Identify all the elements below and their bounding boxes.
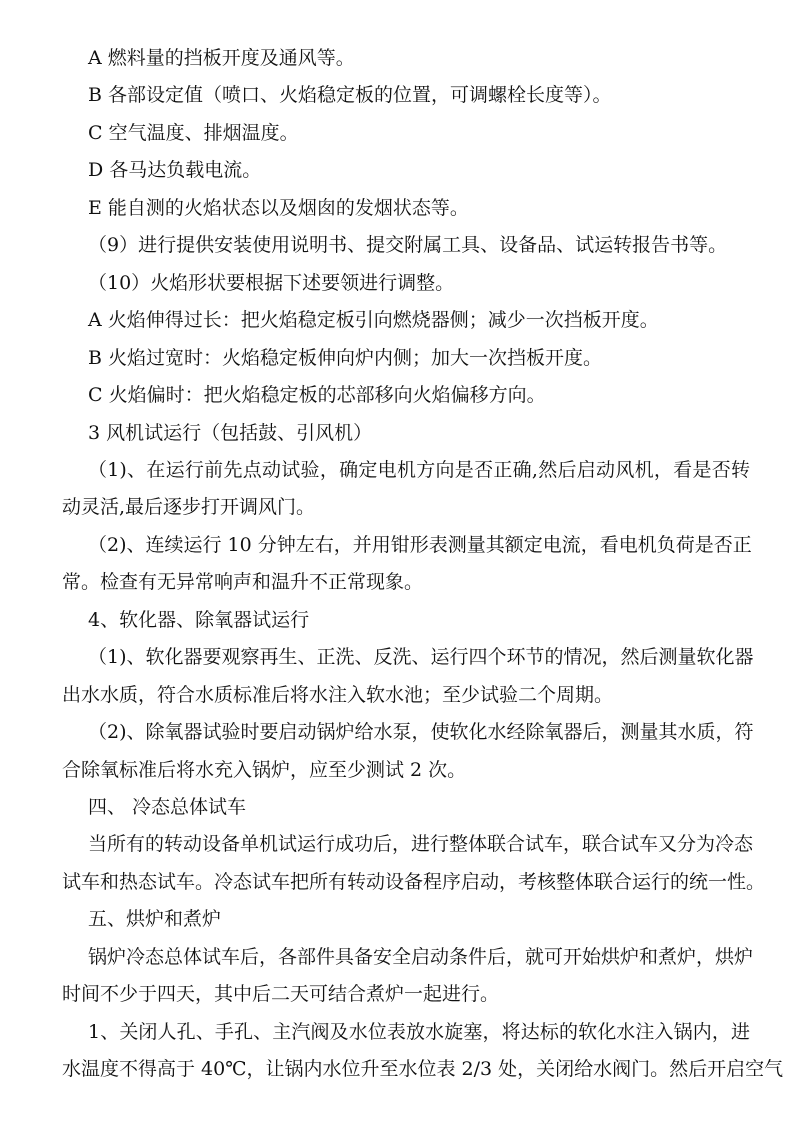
text-line: （1)、在运行前先点动试验，确定电机方向是否正确,然后启动风机，看是否转 bbox=[88, 458, 750, 481]
text-line: 试车和热态试车。冷态试车把所有转动设备程序启动，考核整体联合运行的统一性。 bbox=[62, 870, 766, 893]
text-line: （1)、软化器要观察再生、正洗、反洗、运行四个环节的情况，然后测量软化器 bbox=[88, 646, 754, 669]
text-line: 锅炉冷态总体试车后，各部件具备安全启动条件后，就可开始烘炉和煮炉，烘炉 bbox=[88, 945, 754, 968]
text-line: 水温度不得高于 40℃，让锅内水位升至水位表 2/3 处，关闭给水阀门。然后开启空气 bbox=[62, 1058, 784, 1081]
text-line: 时间不少于四天，其中后二天可结合煮炉一起进行。 bbox=[62, 983, 500, 1006]
text-line: B 各部设定值（喷口、火焰稳定板的位置，可调螺栓长度等）。 bbox=[88, 84, 612, 107]
text-line: （10）火焰形状要根据下述要领进行调整。 bbox=[88, 271, 455, 294]
text-line: 常。检查有无异常响声和温升不正常现象。 bbox=[62, 571, 424, 594]
text-line: 五、烘炉和煮炉 bbox=[88, 908, 222, 931]
text-line: （2)、除氧器试验时要启动锅炉给水泵，使软化水经除氧器后，测量其水质，符 bbox=[88, 721, 754, 744]
text-line: D 各马达负载电流。 bbox=[88, 159, 262, 182]
text-line: （2)、连续运行 10 分钟左右，并用钳形表测量其额定电流，看电机负荷是否正 bbox=[88, 533, 752, 556]
text-line: 1、关闭人孔、手孔、主汽阀及水位表放水旋塞，将达标的软化水注入锅内，进 bbox=[88, 1020, 750, 1043]
text-line: C 火焰偏时：把火焰稳定板的芯部移向火焰偏移方向。 bbox=[88, 384, 546, 407]
text-line: E 能自测的火焰状态以及烟囱的发烟状态等。 bbox=[88, 196, 469, 219]
text-line: 动灵活,最后逐步打开调风门。 bbox=[62, 496, 316, 519]
text-line: 3 风机试运行（包括鼓、引风机） bbox=[88, 421, 373, 444]
text-line: C 空气温度、排烟温度。 bbox=[88, 121, 299, 144]
text-line: B 火焰过宽时：火焰稳定板伸向炉内侧；加大一次挡板开度。 bbox=[88, 346, 603, 369]
text-line: 当所有的转动设备单机试运行成功后，进行整体联合试车，联合试车又分为冷态 bbox=[88, 833, 754, 856]
text-line: A 火焰伸得过长：把火焰稳定板引向燃烧器侧；减少一次挡板开度。 bbox=[88, 309, 659, 332]
text-line: （9）进行提供安装使用说明书、提交附属工具、设备品、试运转报告书等。 bbox=[88, 234, 728, 257]
text-line: 出水水质，符合水质标准后将水注入软水池；至少试验二个周期。 bbox=[62, 683, 614, 706]
text-line: A 燃料量的挡板开度及通风等。 bbox=[88, 47, 355, 69]
text-line: 4、软化器、除氧器试运行 bbox=[88, 608, 310, 631]
text-line: 四、 冷态总体试车 bbox=[88, 796, 247, 818]
text-line: 合除氧标准后将水充入锅炉，应至少测试 2 次。 bbox=[62, 758, 467, 781]
